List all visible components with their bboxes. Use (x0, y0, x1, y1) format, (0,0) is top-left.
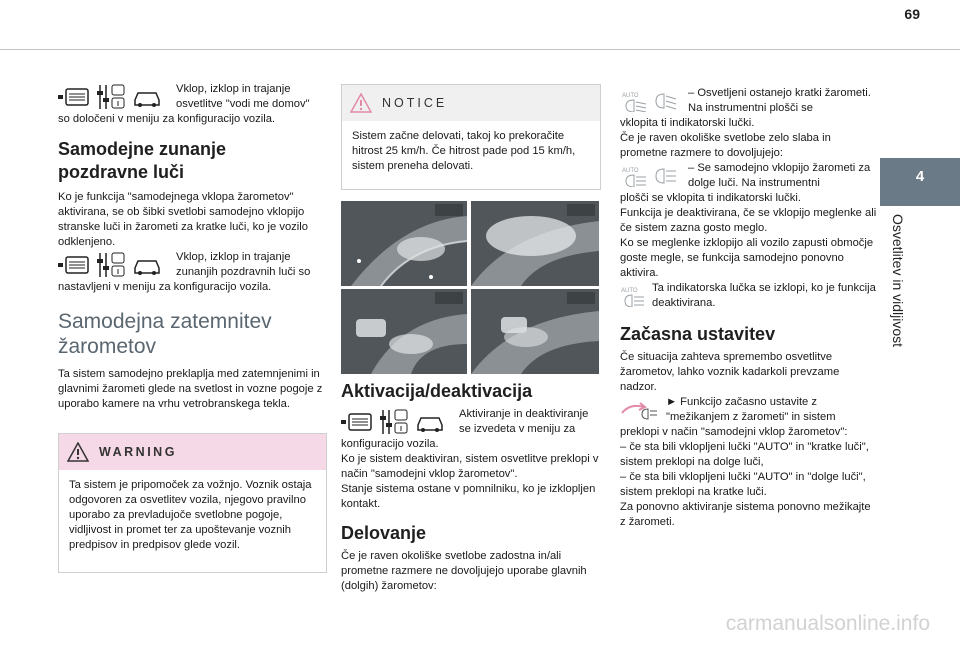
column-3 (620, 86, 878, 530)
dash-item-2: – če sta bili vklopljeni lučki "AUTO" in "dolge luči", sistem preklopi na kratke luči. (620, 471, 866, 498)
high-beam-icon (654, 167, 678, 185)
indicator-off-text: Ta indikatorska lučka se izklopi, ko je funkcija deaktivirana. (652, 282, 876, 309)
warning-triangle-icon (67, 442, 89, 462)
high-beam-item: – Se samodejno vklopijo žarometi za dolge luči. Na instrumentni (688, 162, 871, 189)
touchscreen-icon (58, 254, 90, 276)
activation-memory-text: Stanje sistema ostane v pomnilniku, ko je izklopljen kontakt. (341, 483, 596, 510)
headlamp-flash-indicator (620, 395, 660, 425)
warning-body: Ta sistem je pripomoček za vožnjo. Voznik ostaja odgovoren za osvetlitev vozila, njegovo pravilno uporabo za prevladujoče svetlobne pogoje, vidljivost in promet ter za upoštevanje voznih predpisov in predpisov glede vozil. (69, 479, 312, 551)
fog-deactivation-text: Funkcija je deaktivirana, če se vklopijo meglenke ali če sistem zazna gosto meglo. (620, 207, 877, 234)
chapter-title (885, 214, 915, 374)
welcome-continued: nastavljeni v meniju za konfiguracijo vozila. (58, 281, 272, 293)
low-beam-icon (654, 92, 678, 110)
low-beam-item-continued: vklopita ti indikatorski lučki. (620, 117, 755, 129)
heading-operation: Delovanje (341, 523, 427, 543)
heading-welcome-lights: Samodejne zunanje pozdravne luči (58, 139, 227, 182)
header-rule (0, 49, 960, 50)
menu-icons-2 (58, 250, 168, 280)
heading-temporary-stop: Začasna ustavitev (620, 324, 776, 344)
dash-item-1: – če sta bili vklopljeni lučki "AUTO" in "kratke luči", sistem preklopi na dolge luči, (620, 441, 869, 468)
auto-indicator (620, 281, 646, 311)
menu-icons (58, 82, 168, 112)
illustration-oncoming-car (341, 289, 467, 374)
watermark (0, 612, 960, 636)
headlamp-flash-icon (620, 399, 658, 421)
auto-dipping-text: Ta sistem samodejno preklaplja med zatemnjenimi in glavnimi žarometi glede na svetlost in vozne pogoje z uporabo kamere na vrhu vetrobranskega tekla. (58, 368, 323, 410)
notice-body: Sistem začne delovati, takoj ko prekoračite hitrost 25 km/h. Če hitrost pade pod 15 km/h, sistem preneha delovati. (352, 130, 576, 172)
illustration-car-ahead (471, 289, 599, 374)
notice-title: NOTICE (382, 96, 448, 110)
high-beam-item-continued: plošči se vklopita ti indikatorski lučki. (620, 192, 801, 204)
activation-deactivated-text: Ko je sistem deaktiviran, sistem osvetlitve preklopi v način "samodejni vklop žarometov". (341, 453, 599, 480)
warning-title: WARNING (99, 445, 177, 459)
car-icon (132, 86, 162, 108)
reactivate-text: Za ponovno aktiviranje sistema ponovno mežikajte z žarometi. (620, 501, 871, 528)
menu-icons-3 (341, 407, 451, 437)
temporary-stop-text: Če situacija zahteva spremembo osvetlitve žarometov, lahko voznik kadarkoli prevzame nadzor. (620, 351, 840, 393)
illustration-high-beam-curve (471, 201, 599, 286)
activation-continued: konfiguracijo vozila. (341, 438, 439, 450)
flash-item-continued: preklopi v način "samodejni vklop žarometov": (620, 426, 848, 438)
svg-text:AUTO: AUTO (622, 93, 639, 99)
watermark-text: carmanualsonline.info (725, 612, 930, 635)
warning-box (58, 433, 327, 573)
welcome-lights-text: Ko je funkcija "samodejnega vklopa žarometov" aktivirana, se ob šibki svetlobi samodejno vklopijo stranske luči in žarometi za kratke luči, ko je vozilo odklenjeno. (58, 191, 308, 248)
svg-text:AUTO: AUTO (621, 288, 638, 294)
activation-icon-text: Aktiviranje in deaktiviranje se izvedeta v meniju za (459, 408, 589, 435)
warning-header (59, 434, 326, 470)
heading-activation: Aktivacija/deaktivacija (341, 381, 533, 401)
column-2 (341, 380, 603, 594)
settings-menu-icon (96, 251, 126, 279)
low-beam-indicators (620, 86, 682, 116)
touchscreen-icon (58, 86, 90, 108)
auto-high-beam-icon (620, 165, 648, 187)
chapter-title-text: Osvetlitev in vidljivost (890, 214, 906, 348)
settings-menu-icon (379, 408, 409, 436)
dark-conditions-text: Če je raven okoliške svetlobe zelo slaba in prometne razmere to dovoljujejo: (620, 132, 831, 159)
auto-headlamp-icon (620, 285, 646, 307)
car-icon (415, 411, 445, 433)
intro-continued: so določeni v meniju za konfiguracijo vozila. (58, 113, 276, 125)
settings-menu-icon (96, 83, 126, 111)
low-beam-item: – Osvetljeni ostanejo kratki žarometi. Na instrumentni plošči se (688, 87, 871, 114)
page-number: 69 (904, 6, 920, 22)
svg-text:AUTO: AUTO (622, 168, 639, 174)
notice-header (342, 85, 600, 121)
auto-low-beam-icon (620, 90, 648, 112)
fog-reactivation-text: Ko se meglenke izklopijo ali vozilo zapusti območje goste megle, se funkcija samodejno ponovno aktivira. (620, 237, 874, 279)
touchscreen-icon (341, 411, 373, 433)
notice-box (341, 84, 601, 190)
welcome-icon-text: Vklop, izklop in trajanje zunanjih pozdravnih luči so (176, 251, 311, 278)
flash-item: ► Funkcijo začasno ustavite z "mežikanjem z žarometi" in sistem (666, 396, 836, 423)
car-icon (132, 254, 162, 276)
intro-icon-text: Vklop, izklop in trajanje osvetlitve "vodi me domov" (176, 83, 310, 110)
chapter-number: 4 (915, 168, 925, 185)
heading-auto-dipping: Samodejna zatemnitev žarometov (58, 310, 272, 358)
high-beam-indicators (620, 161, 682, 191)
operation-text: Če je raven okoliške svetlobe zadostna in/ali prometne razmere ne dovoljujejo uporabe glavnih (dolgih) žarometov: (341, 550, 587, 592)
illustration-low-beam-curve (341, 201, 467, 286)
column-1 (58, 82, 326, 412)
notice-triangle-icon (350, 93, 372, 113)
